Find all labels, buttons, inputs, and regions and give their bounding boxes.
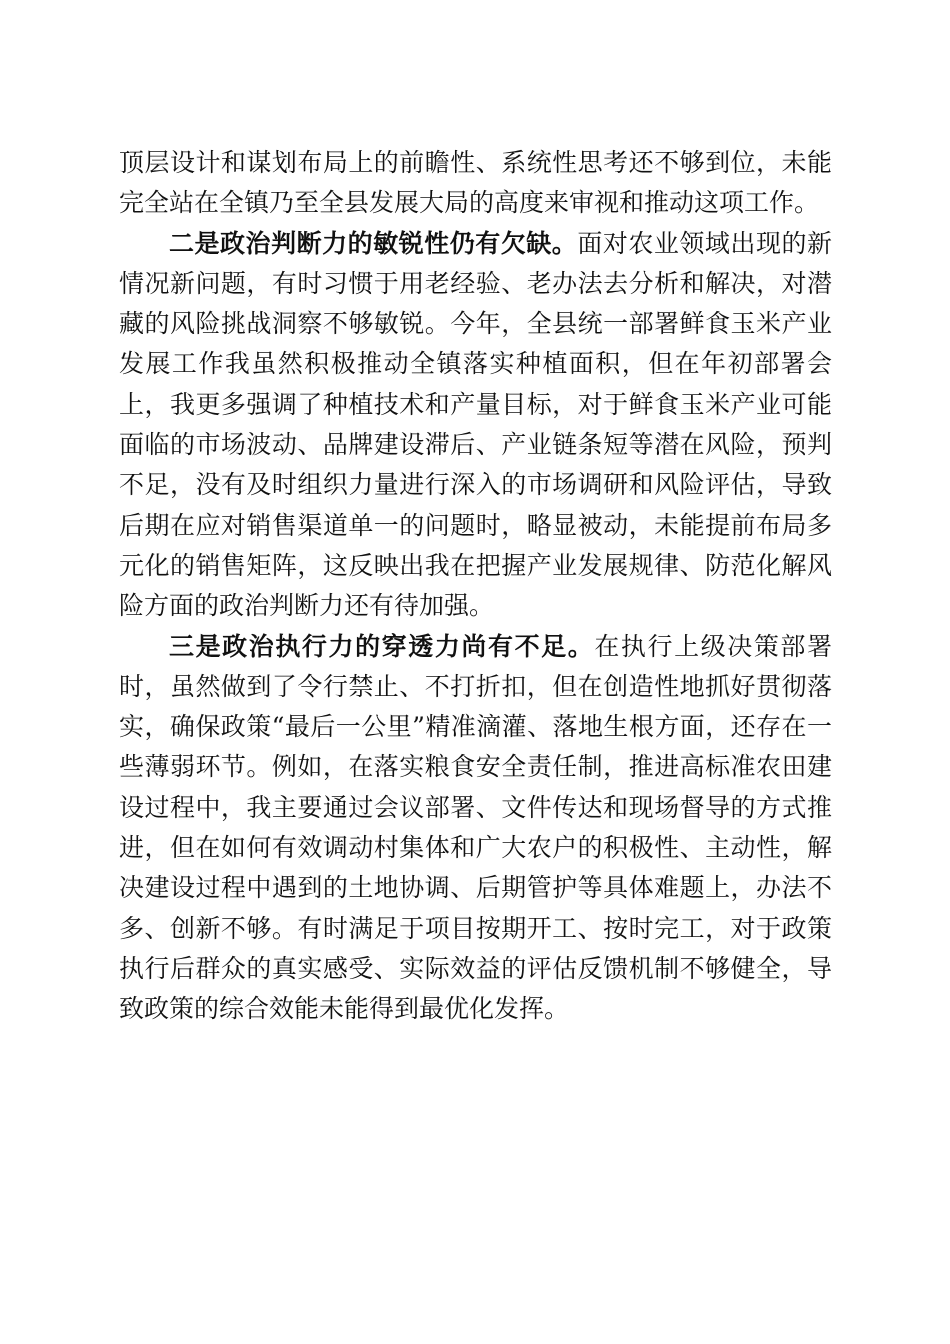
document-body — [119, 143, 832, 1030]
paragraph-text: 面对农业领域出现的新情况新问题，有时习惯于用老经验、老办法去分析和解决，对潜藏的风险挑战洞察不够敏锐。今年，全县统一部署鲜食玉米产业发展工作我虽然积极推动全镇落实种植面积，但在年初部署会上，我更多强调了种植技术和产量目标，对于鲜食玉米产业可能面临的市场波动、品牌建设滞后、产业链条短等潜在风险，预判不足，没有及时组织力量进行深入的市场调研和风险评估，导致后期在应对销售渠道单一的问题时，略显被动，未能提前布局多元化的销售矩阵，这反映出我在把握产业发展规律、防范化解风险方面的政治判断力还有待加强。 — [119, 228, 832, 621]
paragraph-text: 顶层设计和谋划布局上的前瞻性、系统性思考还不够到位，未能完全站在全镇乃至全县发展大局的高度来审视和推动这项工作。 — [119, 148, 832, 218]
paragraph-political-execution — [119, 627, 832, 1030]
paragraph-continuation — [119, 143, 832, 224]
paragraph-text: 在执行上级决策部署时，虽然做到了令行禁止、不打折扣，但在创造性地抓好贯彻落实，确保政策“最后一公里”精准滴灌、落地生根方面，还存在一些薄弱环节。例如，在落实粮食安全责任制，推进高标准农田建设过程中，我主要通过会议部署、文件传达和现场督导的方式推进，但在如何有效调动村集体和广大农户的积极性、主动性，解决建设过程中遇到的土地协调、后期管护等具体难题上，办法不多、创新不够。有时满足于项目按期开工、按时完工，对于政策执行后群众的真实感受、实际效益的评估反馈机制不够健全，导致政策的综合效能未能得到最优化发挥。 — [119, 631, 832, 1024]
paragraph-heading: 二是政治判断力的敏锐性仍有欠缺。 — [169, 228, 578, 258]
paragraph-heading: 三是政治执行力的穿透力尚有不足。 — [169, 631, 595, 661]
paragraph-political-judgment — [119, 224, 832, 627]
